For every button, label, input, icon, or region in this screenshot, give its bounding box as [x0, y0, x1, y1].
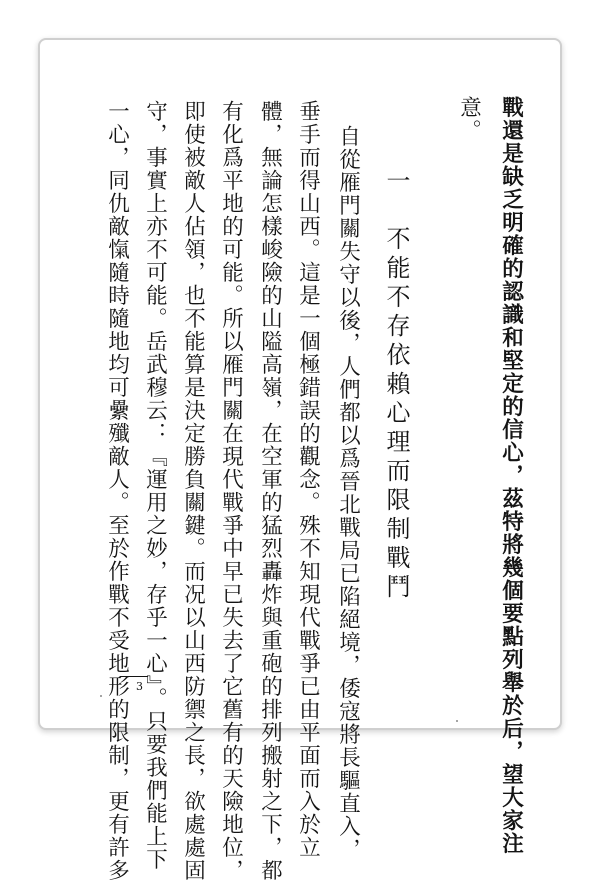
text-column-1: 戰還是缺乏明確的認識和堅定的信心，茲特將幾個要點列舉於后，望大家注 [498, 96, 524, 855]
text-column-5: 體，無論怎樣峻險的山隘高嶺，在空軍的猛烈轟炸與重砲的排列搬射之下，都 [257, 100, 283, 882]
text-column-8: 守，事實上亦不可能。岳武穆云：『運用之妙，存乎一心』。只要我們能上下 [142, 100, 168, 872]
page-number-rule [120, 676, 148, 677]
scan-speck [456, 720, 458, 722]
scan-speck [100, 695, 102, 697]
text-column-4: 垂手而得山西。這是一個極錯誤的觀念。殊不知現代戰爭已由平面而入於立 [295, 100, 321, 859]
text-column-9: 一心，同仇敵愾隨時隨地均可纍殲敵人。至於作戰不受地形的限制，更有許多 [104, 100, 130, 882]
page-number: 3 [136, 680, 143, 693]
page-frame [38, 38, 562, 882]
text-column-2: 意。 [456, 96, 482, 142]
text-column-3: 自從雁門關失守以後，人們都以爲晉北戰局已陷絕境，倭寇將長驅直入， [335, 125, 361, 861]
text-column-6: 有化爲平地的可能。所以雁門關在現代戰爭中早已失去了它舊有的天險地位， [218, 100, 244, 882]
section-heading: 一 不能不存依賴心理而限制戰鬥 [382, 168, 410, 603]
text-column-7: 即使被敵人佔領，也不能算是決定勝負關鍵。而况以山西防禦之長，欲處處固 [180, 100, 206, 882]
